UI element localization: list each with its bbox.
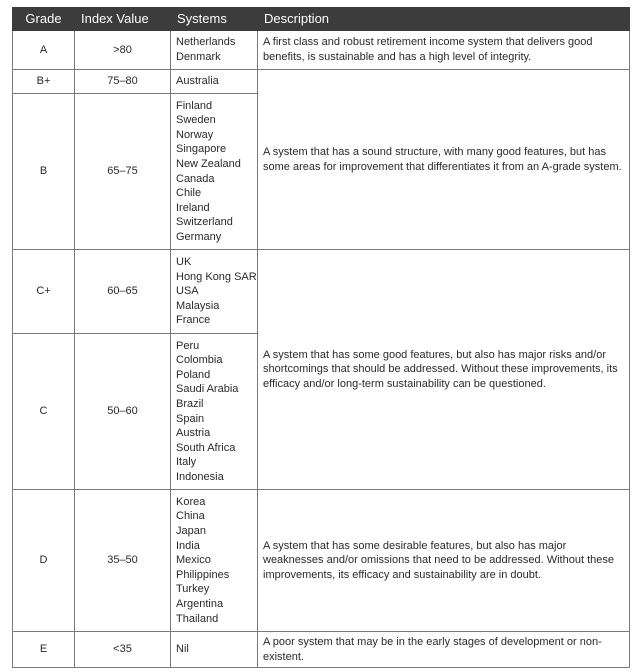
- system-item: Australia: [176, 75, 219, 88]
- system-item: China: [176, 510, 205, 523]
- grade-cell: C: [13, 334, 75, 490]
- systems-cell: [171, 31, 258, 70]
- table-row-c-plus: [13, 250, 630, 334]
- system-item: Peru: [176, 339, 200, 352]
- index-cell: 35–50: [75, 490, 171, 632]
- system-item: Mexico: [176, 554, 211, 567]
- index-cell: 65–75: [75, 94, 171, 250]
- description-cell-e: A poor system that may be in the early stages of development or non-existent.: [258, 632, 630, 668]
- grade-cell: B: [13, 94, 75, 250]
- system-item: Singapore: [176, 143, 227, 156]
- description-cell: A first class and robust retirement income system that delivers good benefits, is sustainable and has a high level of integrity.: [258, 31, 630, 70]
- index-cell: 60–65: [75, 250, 171, 334]
- system-item: Netherlands: [176, 36, 236, 49]
- grading-table: [12, 7, 630, 668]
- system-item: Saudi Arabia: [176, 383, 239, 396]
- system-item: Canada: [176, 172, 215, 185]
- system-item: France: [176, 314, 211, 327]
- system-item: Brazil: [176, 397, 204, 410]
- system-item: South Africa: [176, 441, 236, 454]
- systems-cell: [171, 334, 258, 490]
- header-index-value: Index Value: [75, 8, 171, 31]
- header-description: Description: [258, 8, 630, 31]
- header-systems: Systems: [171, 8, 258, 31]
- system-item: Sweden: [176, 114, 216, 127]
- systems-cell: [171, 94, 258, 250]
- index-cell: >80: [75, 31, 171, 70]
- system-item: USA: [176, 285, 199, 298]
- system-item: New Zealand: [176, 157, 241, 170]
- system-item: Germany: [176, 230, 222, 243]
- system-item: Austria: [176, 427, 211, 440]
- system-item: Ireland: [176, 201, 210, 214]
- system-item: India: [176, 539, 200, 552]
- grade-cell: A: [13, 31, 75, 70]
- grade-cell: D: [13, 490, 75, 632]
- description-cell-d: A system that has some desirable features, but also has major weaknesses and/or omissions that need to be addressed. Without these improvements, its efficacy and sustainability are in doubt.: [258, 490, 630, 632]
- systems-cell: [171, 490, 258, 632]
- system-item: Denmark: [176, 51, 221, 63]
- system-item: Malaysia: [176, 299, 220, 312]
- grade-cell: E: [13, 632, 75, 668]
- system-item: Finland: [176, 99, 213, 112]
- system-item: Hong Kong SAR: [176, 270, 257, 283]
- grade-cell: B+: [13, 70, 75, 94]
- system-item: Chile: [176, 187, 202, 200]
- system-item: Nil: [176, 643, 189, 656]
- system-item: Turkey: [176, 583, 210, 596]
- grading-table-container: [12, 7, 629, 668]
- system-item: Thailand: [176, 612, 219, 625]
- system-item: Colombia: [176, 354, 223, 367]
- system-item: Indonesia: [176, 470, 224, 483]
- grade-cell: C+: [13, 250, 75, 334]
- system-item: Argentina: [176, 597, 224, 610]
- system-item: UK: [176, 256, 192, 269]
- system-item: Italy: [176, 456, 197, 469]
- systems-cell: [171, 250, 258, 334]
- system-item: Poland: [176, 368, 211, 381]
- description-cell-b: A system that has a sound structure, with many good features, but has some areas for improvement that differentiates it from an A-grade system.: [258, 70, 630, 250]
- system-item: Korea: [176, 495, 206, 508]
- table-row-e: [13, 632, 630, 668]
- system-item: Switzerland: [176, 216, 233, 229]
- table-row-a: [13, 31, 630, 70]
- index-cell: 50–60: [75, 334, 171, 490]
- table-row-b-plus: [13, 70, 630, 94]
- systems-cell: [171, 70, 258, 94]
- systems-cell: [171, 632, 258, 668]
- header-grade: Grade: [13, 8, 75, 31]
- index-cell: 75–80: [75, 70, 171, 94]
- system-item: Spain: [176, 412, 205, 425]
- system-item: Philippines: [176, 568, 230, 581]
- description-cell-c: A system that has some good features, but also has major risks and/or shortcomings that should be addressed. Without these improvements, its efficacy and/or long-term sustainability can be questioned.: [258, 250, 630, 490]
- system-item: Japan: [176, 525, 206, 538]
- header-row: [13, 8, 630, 31]
- index-cell: <35: [75, 632, 171, 668]
- table-row-d: [13, 490, 630, 632]
- system-item: Norway: [176, 128, 214, 141]
